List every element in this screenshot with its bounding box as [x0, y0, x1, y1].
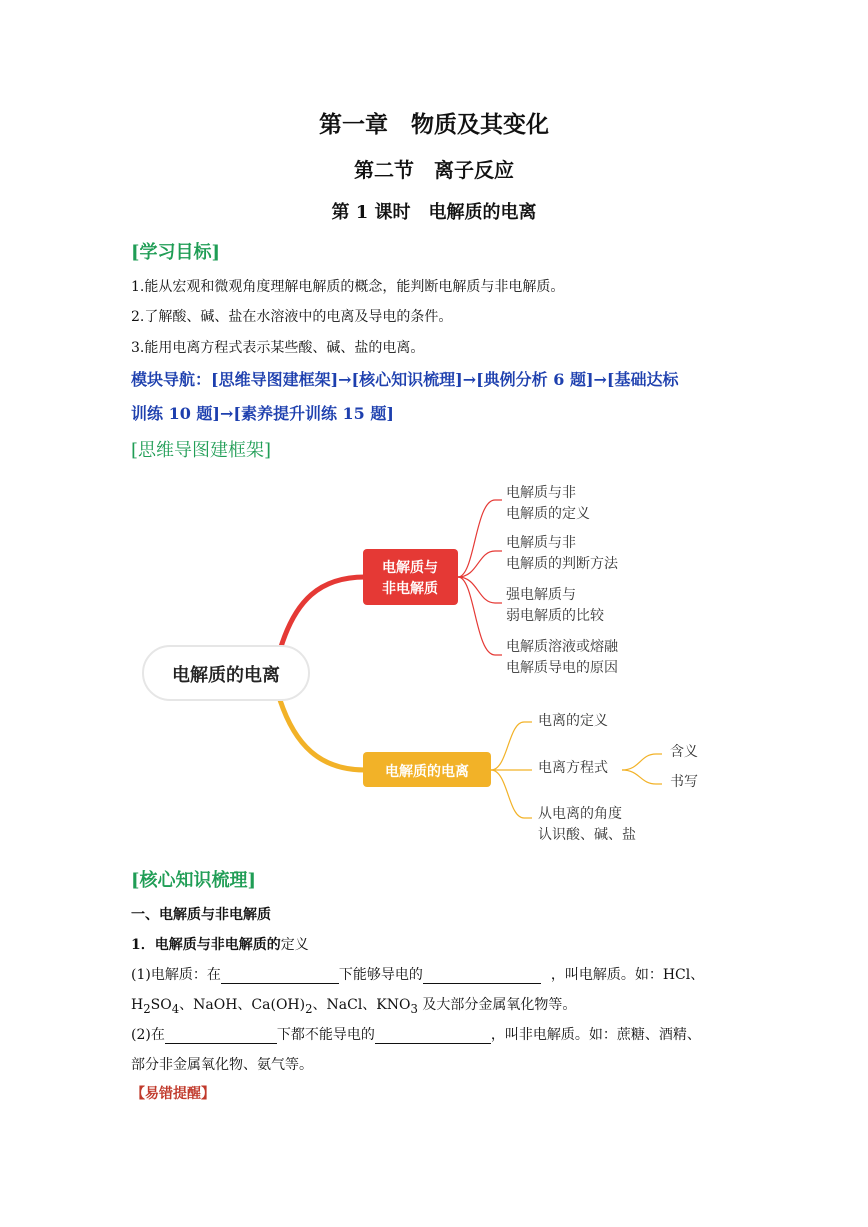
mindmap-diagram	[0, 470, 868, 860]
subscript: 2	[143, 1001, 151, 1016]
paragraph-2-line1	[131, 1024, 701, 1044]
module-nav-line1: 模块导航：[思维导图建框架]→[核心知识梳理]→[典例分析 6 题]→[基础达标	[131, 370, 679, 389]
text-run: SO	[150, 997, 172, 1013]
text-run: 下能够导电的	[338, 967, 423, 983]
branch1-leaf-4b: 电解质导电的原因	[506, 660, 618, 676]
sub1-heading	[131, 934, 309, 954]
branch2-leaf-2: 电离方程式	[538, 760, 608, 776]
sub1-bold: 1．电解质与非电解质的	[131, 937, 281, 953]
subscript: 2	[305, 1001, 313, 1016]
fill-blank[interactable]	[221, 969, 339, 984]
paragraph-2-line2: 部分非金属氧化物、氨气等。	[131, 1057, 313, 1073]
mindmap-heading: [思维导图建框架]	[131, 440, 272, 461]
root-branch2-connector	[280, 700, 365, 770]
text-run: 、NaCl、KNO	[312, 997, 411, 1013]
fill-blank[interactable]	[375, 1029, 491, 1044]
fill-blank[interactable]	[423, 969, 541, 984]
sub1-rest: 定义	[280, 937, 309, 953]
text-run: (2)在	[131, 1027, 165, 1043]
branch2-label: 电解质的电离	[385, 764, 469, 780]
subleaf-writing: 书写	[670, 774, 698, 790]
root-label: 电解质的电离	[172, 665, 280, 686]
text-run: H	[131, 997, 144, 1013]
branch1-leaf-connectors	[458, 500, 502, 655]
subscript: 4	[171, 1001, 180, 1016]
subleaf-meaning: 含义	[670, 744, 698, 760]
branch1-label-line2: 非电解质	[382, 581, 438, 597]
paragraph-1-line1	[131, 964, 704, 984]
objective-item: 2.了解酸、碱、盐在水溶液中的电离及导电的条件。	[131, 309, 453, 325]
branch1-leaf-4a: 电解质溶液或熔融	[506, 639, 618, 655]
branch1-leaf-1a: 电解质与非	[506, 485, 576, 501]
fill-blank[interactable]	[165, 1029, 277, 1044]
lesson-title: 第 1 课时 电解质的电离	[331, 202, 537, 223]
text-run: ，叫非电解质。如：蔗糖、酒精、	[490, 1027, 701, 1043]
branch2-leaf-1: 电离的定义	[538, 713, 608, 729]
text-run: 、NaOH、Ca(OH)	[179, 997, 306, 1013]
branch1-leaf-3a: 强电解质与	[506, 587, 576, 603]
error-reminder-heading: 【易错提醒】	[131, 1086, 215, 1102]
part1-heading: 一、电解质与非电解质	[131, 907, 271, 923]
objectives-heading: [学习目标]	[131, 242, 221, 263]
branch1-leaf-3b: 弱电解质的比较	[506, 608, 604, 624]
module-nav-line2: 训练 10 题]→[素养提升训练 15 题]	[131, 404, 394, 423]
text-run: (1)电解质：在	[131, 967, 221, 983]
text-run: ，叫电解质。如：HCl、	[550, 967, 705, 983]
core-heading: [核心知识梳理]	[131, 870, 257, 891]
text-run: 下都不能导电的	[276, 1027, 375, 1043]
text-run: 及大部分金属氧化物等。	[417, 997, 577, 1013]
paragraph-1-line2	[131, 994, 576, 1016]
chapter-title: 第一章 物质及其变化	[319, 111, 549, 138]
root-branch1-connector	[280, 577, 365, 650]
branch1-leaf-2b: 电解质的判断方法	[506, 556, 618, 572]
branch1-leaf-2a: 电解质与非	[506, 535, 576, 551]
branch2-leaf-3b: 认识酸、碱、盐	[538, 827, 636, 843]
subscript: 3	[410, 1001, 418, 1016]
section-title: 第二节 离子反应	[354, 158, 514, 182]
branch1-label-line1: 电解质与	[382, 560, 438, 576]
branch2-leaf-3a: 从电离的角度	[538, 806, 622, 822]
objective-item: 1.能从宏观和微观角度理解电解质的概念，能判断电解质与非电解质。	[131, 279, 565, 295]
objective-item: 3.能用电离方程式表示某些酸、碱、盐的电离。	[131, 340, 425, 356]
branch1-leaf-1b: 电解质的定义	[506, 506, 590, 522]
